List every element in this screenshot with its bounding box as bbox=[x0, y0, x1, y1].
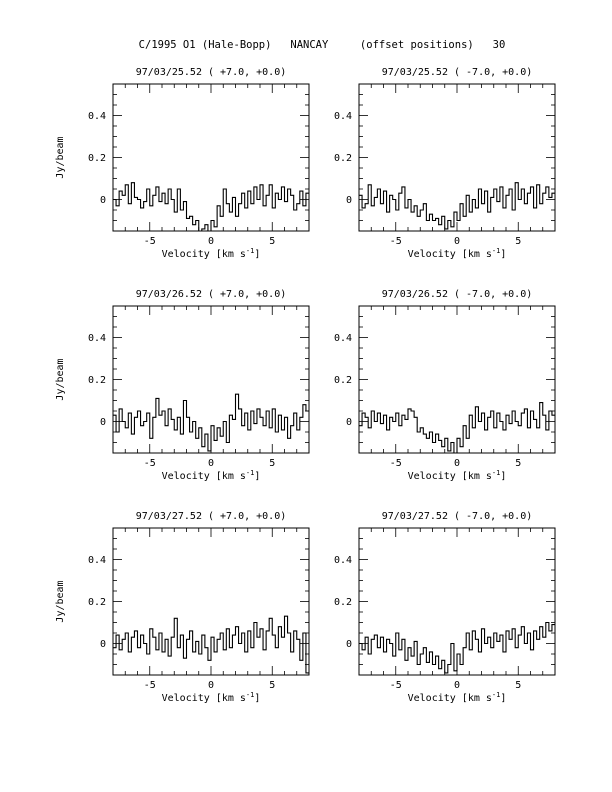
x-axis-label-exponent: -1 bbox=[245, 247, 255, 255]
y-axis-label: Jy/beam bbox=[55, 136, 66, 179]
chart-panel bbox=[334, 289, 555, 482]
x-axis-label-close: ] bbox=[254, 693, 261, 704]
spectrum-series-line bbox=[359, 183, 555, 229]
page-title: C/1995 O1 (Hale-Bopp) NANCAY (offset positions) 30 bbox=[138, 39, 506, 51]
y-tick-label: 0.4 bbox=[87, 333, 106, 344]
x-axis-label bbox=[162, 469, 261, 482]
x-axis-label bbox=[162, 691, 261, 704]
chart-panel bbox=[55, 289, 309, 482]
x-tick-label: 5 bbox=[515, 680, 522, 691]
spectrum-series-line bbox=[113, 394, 309, 451]
y-tick-label: 0 bbox=[345, 639, 352, 650]
x-tick-label: 5 bbox=[269, 458, 276, 469]
x-tick-label: 0 bbox=[453, 680, 461, 691]
x-axis-label-close: ] bbox=[254, 471, 261, 482]
panel-title: 97/03/25.52 ( +7.0, +0.0) bbox=[135, 67, 287, 78]
x-tick-label: -5 bbox=[143, 236, 156, 247]
x-tick-label: 0 bbox=[207, 236, 215, 247]
y-tick-label: 0.2 bbox=[333, 153, 352, 164]
x-tick-label: -5 bbox=[389, 458, 402, 469]
x-tick-label: 0 bbox=[207, 458, 215, 469]
panels bbox=[55, 67, 555, 704]
y-tick-label: 0.4 bbox=[333, 333, 352, 344]
y-tick-label: 0.2 bbox=[87, 153, 106, 164]
plot-frame bbox=[359, 84, 555, 231]
chart-panel bbox=[55, 67, 309, 260]
y-tick-label: 0 bbox=[345, 195, 352, 206]
panel-title: 97/03/27.52 ( -7.0, +0.0) bbox=[381, 511, 533, 522]
x-axis-label-text: Velocity [km s bbox=[407, 693, 492, 704]
y-tick-label: 0 bbox=[99, 195, 106, 206]
y-axis-label: Jy/beam bbox=[55, 580, 66, 623]
x-axis-label-exponent: -1 bbox=[491, 469, 501, 477]
x-axis-label-exponent: -1 bbox=[245, 691, 255, 699]
y-tick-label: 0.4 bbox=[87, 555, 106, 566]
x-tick-label: 5 bbox=[269, 680, 276, 691]
x-tick-label: -5 bbox=[389, 680, 402, 691]
spectrum-series-line bbox=[113, 616, 309, 673]
x-axis-label-text: Velocity [km s bbox=[407, 249, 492, 260]
x-axis-label-exponent: -1 bbox=[491, 691, 501, 699]
chart-panel bbox=[334, 511, 555, 704]
plot-frame bbox=[359, 306, 555, 453]
panel-title: 97/03/27.52 ( +7.0, +0.0) bbox=[135, 511, 287, 522]
x-axis-label bbox=[408, 469, 507, 482]
panel-title: 97/03/26.52 ( -7.0, +0.0) bbox=[381, 289, 533, 300]
y-tick-label: 0 bbox=[345, 417, 352, 428]
x-tick-label: 5 bbox=[515, 458, 522, 469]
spectrum-series-line bbox=[359, 403, 555, 453]
spectrum-series-line bbox=[113, 183, 309, 231]
y-tick-label: 0.2 bbox=[333, 375, 352, 386]
y-tick-label: 0.4 bbox=[87, 111, 106, 122]
panel-title: 97/03/26.52 ( +7.0, +0.0) bbox=[135, 289, 287, 300]
y-axis-label: Jy/beam bbox=[55, 358, 66, 401]
x-axis-label-text: Velocity [km s bbox=[161, 471, 246, 482]
plot-frame bbox=[359, 528, 555, 675]
x-axis-label-exponent: -1 bbox=[245, 469, 255, 477]
x-axis-label-text: Velocity [km s bbox=[161, 249, 246, 260]
x-tick-label: 5 bbox=[269, 236, 276, 247]
x-axis-label bbox=[162, 247, 261, 260]
x-axis-label-text: Velocity [km s bbox=[161, 693, 246, 704]
panel-title: 97/03/25.52 ( -7.0, +0.0) bbox=[381, 67, 533, 78]
x-tick-label: -5 bbox=[143, 458, 156, 469]
chart-panel bbox=[55, 511, 309, 704]
x-tick-label: 0 bbox=[453, 236, 461, 247]
chart-panel bbox=[334, 67, 555, 260]
x-axis-label-text: Velocity [km s bbox=[407, 471, 492, 482]
x-axis-label-close: ] bbox=[500, 471, 507, 482]
x-tick-label: -5 bbox=[389, 236, 402, 247]
x-axis-label bbox=[408, 247, 507, 260]
y-tick-label: 0 bbox=[99, 417, 106, 428]
y-tick-label: 0 bbox=[99, 639, 106, 650]
y-tick-label: 0.4 bbox=[333, 555, 352, 566]
x-tick-label: 0 bbox=[453, 458, 461, 469]
x-tick-label: -5 bbox=[143, 680, 156, 691]
plot-frame bbox=[113, 84, 309, 231]
y-tick-label: 0.2 bbox=[333, 597, 352, 608]
spectrum-series-line bbox=[359, 623, 555, 673]
x-axis-label-close: ] bbox=[500, 249, 507, 260]
x-axis-label bbox=[408, 691, 507, 704]
x-axis-label-exponent: -1 bbox=[491, 247, 501, 255]
x-axis-label-close: ] bbox=[500, 693, 507, 704]
x-tick-label: 0 bbox=[207, 680, 215, 691]
y-tick-label: 0.2 bbox=[87, 375, 106, 386]
x-tick-label: 5 bbox=[515, 236, 522, 247]
y-tick-label: 0.4 bbox=[333, 111, 352, 122]
y-tick-label: 0.2 bbox=[87, 597, 106, 608]
x-axis-label-close: ] bbox=[254, 249, 261, 260]
